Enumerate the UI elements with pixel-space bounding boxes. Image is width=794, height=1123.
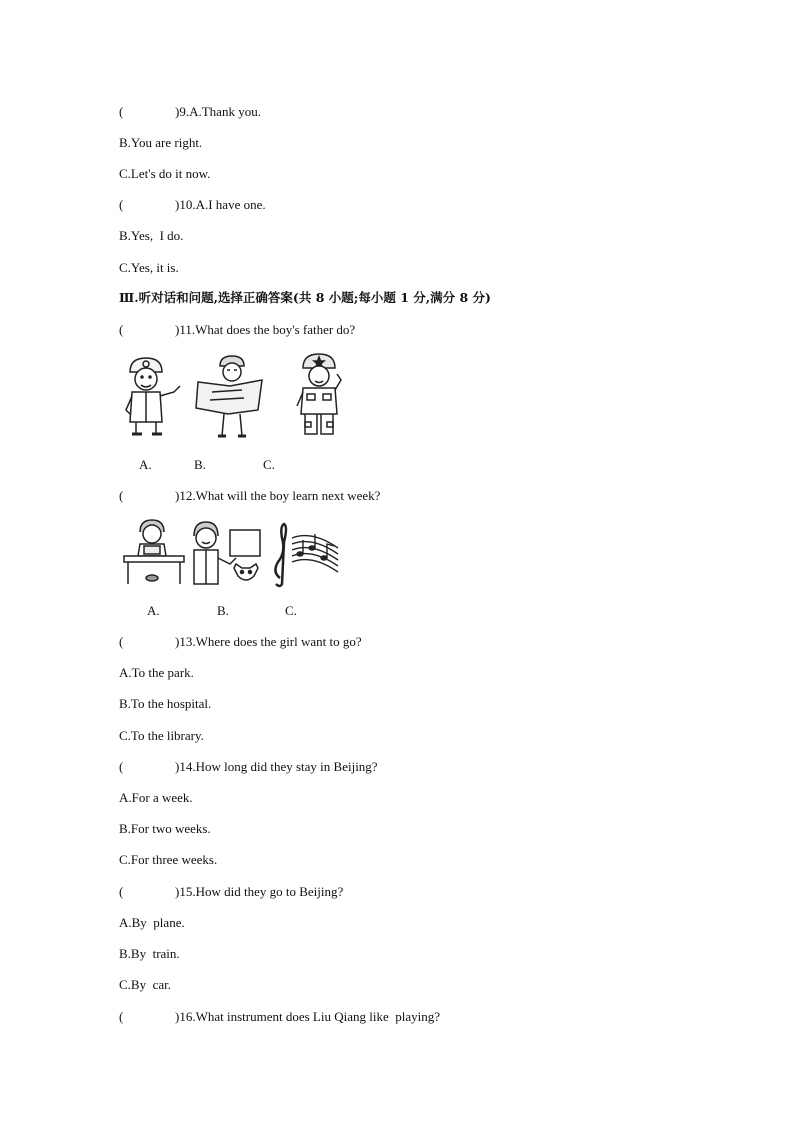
music-notes-illustration [268, 518, 342, 588]
option-b-label: B. [194, 457, 206, 472]
answer-blank[interactable]: ( [119, 884, 124, 899]
option-c-label: C. [263, 457, 275, 472]
question-15: ( )15.How did they go to Beijing? [119, 884, 344, 899]
option-b: B.You are right. [119, 135, 203, 150]
option-b-label: B. [217, 603, 229, 618]
question-16: ( )16.What instrument does Liu Qiang like playing? [119, 1009, 441, 1024]
option-b: B.By train. [119, 946, 180, 961]
boy-painting-cat-illustration [188, 518, 266, 590]
option-c-label: C. [285, 603, 297, 618]
answer-blank[interactable]: ( [119, 1009, 124, 1024]
question-10: ( )10.A.I have one. [119, 197, 266, 212]
option-a: A.To the park. [119, 665, 194, 680]
answer-blank[interactable]: ( [119, 104, 124, 119]
answer-blank[interactable]: ( [119, 634, 124, 649]
answer-blank[interactable]: ( [119, 759, 124, 774]
question-9: ( )9.A.Thank you. [119, 104, 261, 119]
option-a: A.By plane. [119, 915, 185, 930]
option-a-label: A. [139, 457, 152, 472]
option-c: C.Yes, it is. [119, 260, 179, 275]
question-stem: 15.How did they go to Beijing? [179, 884, 344, 899]
option-b: B.To the hospital. [119, 696, 212, 711]
answer-blank[interactable]: ( [119, 322, 124, 337]
doctor-illustration [116, 352, 186, 440]
worker-with-map-illustration [192, 352, 268, 440]
soldier-illustration [289, 350, 349, 442]
question-stem: 16.What instrument does Liu Qiang like playing? [179, 1009, 441, 1024]
option-c: C.To the library. [119, 728, 204, 743]
option-a-label: A. [147, 603, 160, 618]
question-stem: 12.What will the boy learn next week? [179, 488, 381, 503]
question-13: ( )13.Where does the girl want to go? [119, 634, 362, 649]
option-c: C.Let's do it now. [119, 166, 211, 181]
question-stem: 14.How long did they stay in Beijing? [179, 759, 378, 774]
answer-blank[interactable]: ( [119, 488, 124, 503]
section-heading: Ⅲ.听对话和问题,选择正确答案(共 8 小题;每小题 1 分,满分 8 分) [119, 290, 491, 305]
option-b: B.For two weeks. [119, 821, 211, 836]
question-12: ( )12.What will the boy learn next week? [119, 488, 381, 503]
option-a: A.For a week. [119, 790, 193, 805]
boy-reading-at-desk-illustration [122, 516, 186, 588]
question-stem: 9.A.Thank you. [179, 104, 261, 119]
question-11: ( )11.What does the boy's father do? [119, 322, 356, 337]
question-stem: 10.A.I have one. [179, 197, 266, 212]
option-b: B.Yes, I do. [119, 228, 184, 243]
option-c: C.By car. [119, 977, 171, 992]
answer-blank[interactable]: ( [119, 197, 124, 212]
option-c: C.For three weeks. [119, 852, 218, 867]
question-14: ( )14.How long did they stay in Beijing? [119, 759, 378, 774]
question-stem: 13.Where does the girl want to go? [179, 634, 362, 649]
question-stem: 11.What does the boy's father do? [179, 322, 356, 337]
